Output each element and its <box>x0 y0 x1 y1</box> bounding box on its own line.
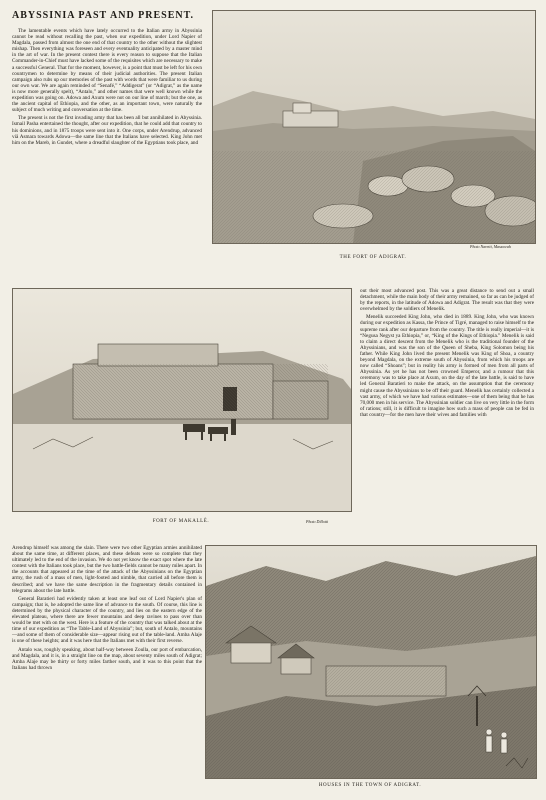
paragraph-7: Antalo was, roughly speaking, about half-way between Zoulla, our port of embarcation, and Magdala, and it is, in a straight line on the map, about seventy miles south of Adigrat; Amba Alaje may be thirty or forty miles farther south, and it was to this point that the Italians had thrown <box>12 646 202 671</box>
paragraph-2: The present is not the first invading army that has been all but annihilated in Abyssinia. Ismail Pasha entertained the thought, after our expedition, that he could add that country to his dominions, and in 1875 troops were sent into it. One corps, under Arendrup, advanced viâ Asmara towards Adowa—the same line that the Italians have selected. King John met him on the Mareb, in Gundet, where a dreadful slaughter of the Egyptians took place, and <box>12 115 202 146</box>
fort-makalle-engraving <box>12 288 352 512</box>
column-3 <box>12 545 202 790</box>
fort-adigrat-engraving <box>212 10 536 244</box>
fort-adigrat-caption: THE FORT OF ADIGRAT. <box>339 255 407 260</box>
paragraph-5: Arendrup himself was among the slain. There were two other Egyptian armies annihilated about the same time, at different places, and these defeats were so complete that they ultimately led to the end of the invasion. We do not yet know the exact spot where the late contest with the Italians took place, but the two battle-fields cannot be many miles apart. In the accounts that appeared at the time of the attack of the Abyssinians on the Egyptian army, the rush of a mass of men, light-footed and nimble, that carried all before them is described; and we have the same description in the fragmentary details contained in telegrams about the late battle. <box>12 545 202 594</box>
fort-makalle-caption: FORT OF MAKALLÈ. <box>152 519 210 524</box>
paragraph-4: Menelik succeeded King John, who died in 1889. King John, who was known during our expedition as Kassa, the Prince of Tigré, managed to raise himself to the supreme rank after our departure from the country. The title is really imperial—it is “Negusa Negyst ya Ethiopia,” or, “King of the Kings of Ethiopia.” Menelik is said to claim a direct descent from the Menelik who is the traditional founder of the Abyssinians, and was the son of the Queen of Sheba, King Solomon being his father. While King John lived the present Menelik was King of Shoa, a country beyond Magdala, on the extreme south of Abyssinia, from which his troops are now called “Shoans”; but in reality his army is formed of men from all parts of Abyssinia. As yet he has not been crowned Emperor, and a rumour that this ceremony was to take place at Axum, on the day of the late battle, is said to have led General Baratieri to make the attack, on the assumption that the ceremony might cause the Abyssinians to be off their guard. Menelik has certainly collected a vast army, of which we have had various estimates—one of them being that he has 70,000 men in his service. The Abyssinian soldier can live on very little in the form of rations; still, it is difficult to imagine how such a mass of people can be fed in that country—for the men have their wives and families with <box>360 314 534 418</box>
houses-adigrat-caption: HOUSES IN THE TOWN OF ADIGRAT. <box>318 783 422 788</box>
column-1 <box>12 28 202 278</box>
fort-adigrat-credit: Photo Naretti, Massowah <box>470 244 511 249</box>
paragraph-1: The lamentable events which have lately occurred to the Italian army in Abyssinia cannot be read without recalling the past, when our expedition, under Lord Napier of Magdala, passed from almost the one end of that country to the other without the slightest mishap. Then everything was foreseen and every eventuality anticipated by a master mind in the art of war. In the present contest there is every reason to suppose that the Italian Commander-in-Chief must have lacked some of the requisites which are necessary to make a successful General. That for the moment, however, is a point that must be left for his own countrymen to determine by means of their judicial authorities. The present Italian campaign also rubs up our memories of the past with words that were familiar to us during our own war. We are again reminded of “Senafé,” “Addigerat” (or “Adigrat,” as the name is now more generally spelt), “Antalo,” and other names that were well known while the expedition was going on. Adowa and Axum were not on our line of march; but the one, as the ancient capital of Ethiopia, and the other, as an important town, were naturally the subject of much writing and conversation at the time. <box>12 28 202 114</box>
houses-adigrat-engraving <box>205 545 537 779</box>
paragraph-6: General Baratieri had evidently taken at least one leaf out of Lord Napier's plan of campaign; that is, he adopted the same line of advance to the south. Of course, this line is determined by the physical character of the country, and lies on the eastern edge of the elevated plateau, where there are fewer mountains and deep ravines to pass over than would be met with on the west. Here is a feature of the country that was talked about at the time of our expedition as “The Table-Land of Abyssinia”; but, south of Antalo, mountains—and some of them of considerable size—appear rising out of the table-land. Amba Alaje is one of these heights; and it was here that the Italians met with their first reverse. <box>12 595 202 645</box>
article-title: ABYSSINIA PAST AND PRESENT. <box>12 10 195 21</box>
fort-makalle-credit: Photo Dillotti <box>306 519 329 524</box>
column-2 <box>360 288 534 533</box>
paragraph-3: out their most advanced post. This was a great distance to send out a small detachment, while the main body of their army remained, so far as can be judged of by the reports, in the latitude of Adowa and Adigrat. The result was that they were overwhelmed by the soldiers of Menelik. <box>360 288 534 313</box>
